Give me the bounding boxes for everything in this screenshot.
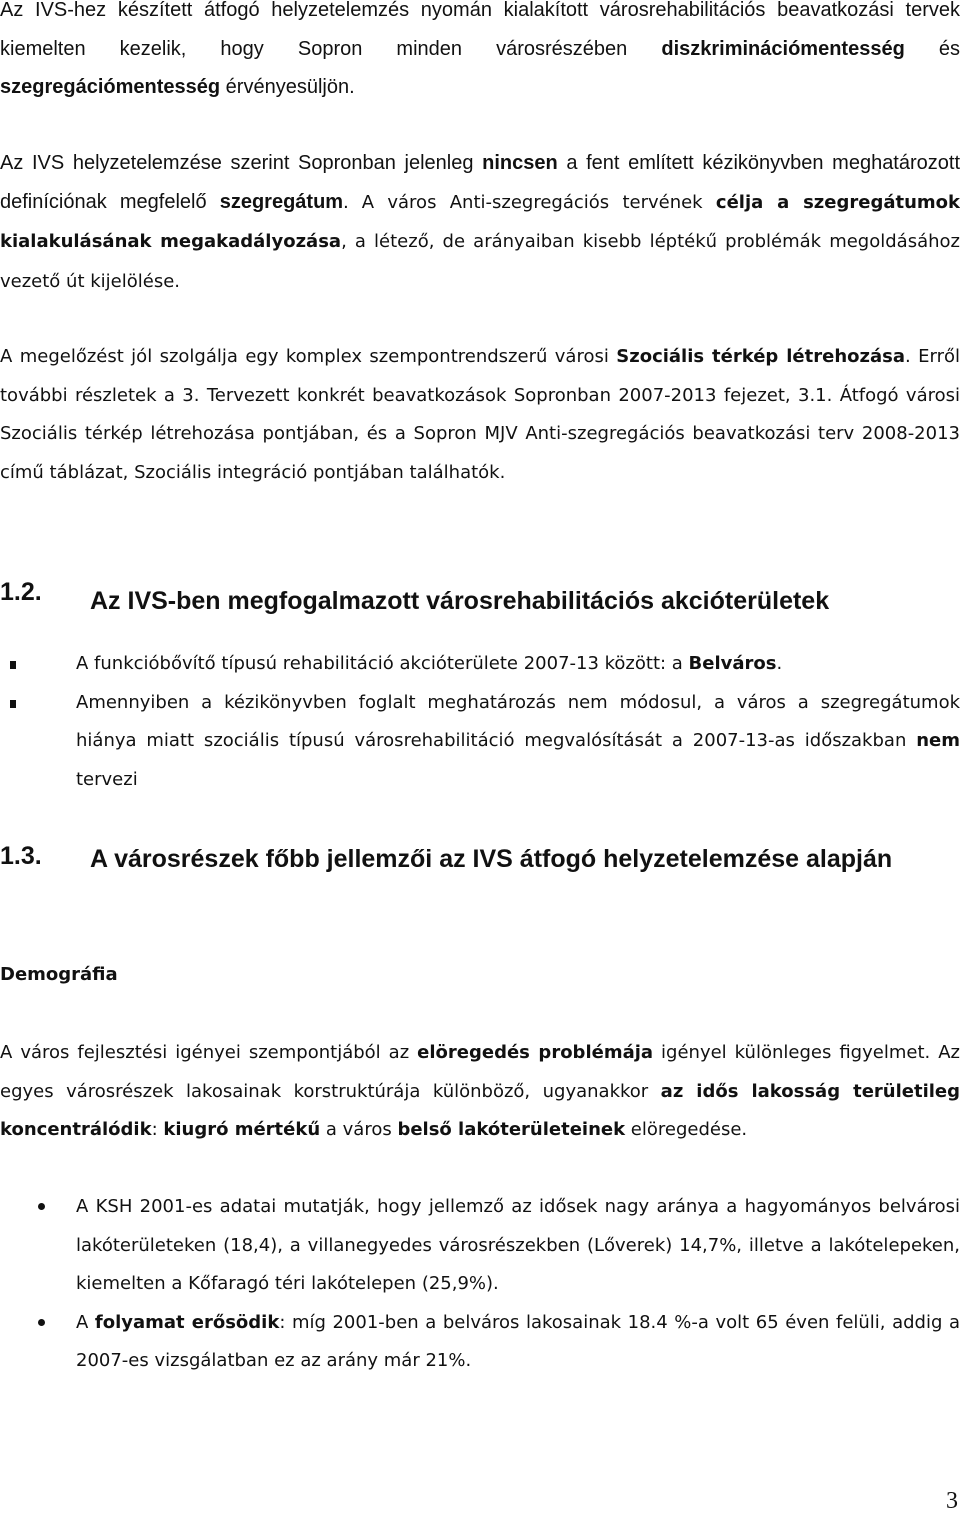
section-title: A városrészek főbb jellemzői az IVS átfogó helyzetelemzése alapján xyxy=(90,845,893,873)
action-area-list xyxy=(0,645,960,799)
anti-segregation-text: A város Anti-szegregációs tervének célja a szegregátumok kialakulásának megakadályozása, a létező, de arányaiban kisebb léptékű problémák megoldásához vezető út kijelölése. xyxy=(0,191,960,292)
section-heading-1-3 xyxy=(0,842,960,934)
list-item: A funkcióbővítő típusú rehabilitáció akcióterülete 2007-13 között: a Belváros. xyxy=(0,645,960,684)
list-item: Amennyiben a kézikönyvben foglalt meghatározás nem módosul, a város a szegregátumok hiánya miatt szociális típusú városrehabilitáció megvalósítását a 2007-13-as időszakban nem tervezi xyxy=(0,684,960,800)
demography-list xyxy=(0,1188,960,1381)
subheading-demografia: Demográfia xyxy=(0,964,118,985)
section-title: Az IVS-ben megfogalmazott városrehabilitációs akcióterületek xyxy=(90,587,830,615)
page-number: 3 xyxy=(946,1488,958,1514)
bullet-dot-icon xyxy=(38,1203,45,1210)
list-item: A KSH 2001-es adatai mutatják, hogy jellemző az idősek nagy aránya a hagyományos belvárosi lakóterületeken (18,4), a villanegyedes városrészekben (Lőverek) 14,7%, illetve a lakótelepeken, kiemelten a Kőfaragó téri lakótelepen (25,9%). xyxy=(0,1188,960,1304)
list-item: A folyamat erősödik: míg 2001-ben a belváros lakosainak 18.4 %-a volt 65 éven felüli, addig a 2007-es vizsgálatban ez az arány már 21%. xyxy=(0,1304,960,1381)
demography-paragraph: A város fejlesztési igényei szempontjából az elöregedés problémája igényel különleges figyelmet. Az egyes városrészek lakosainak korstruktúrája különböző, ugyanakkor az idős lakosság területileg koncentrálódik: kiugró mértékű a város belső lakóterületeinek elöregedése. xyxy=(0,1042,960,1141)
section-number: 1.2. xyxy=(0,578,42,606)
square-bullet-icon xyxy=(10,700,16,708)
section-number: 1.3. xyxy=(0,842,42,870)
intro-paragraph: Az IVS-hez készített átfogó helyzetelemzés nyomán kialakított városrehabilitációs beavatkozási tervek kiemelten kezelik, hogy Sopron minden városrészében diszkriminációmentesség és szegregációmentesség érvényesüljön. xyxy=(0,0,960,99)
prevention-paragraph: A megelőzést jól szolgálja egy komplex szempontrendszerű városi Szociális térkép létrehozása. Erről további részletek a 3. Tervezett konkrét beavatkozások Sopronban 2007-2013 fejezet, 3.1. Átfogó városi Szociális térkép létrehozása pontjában, és a Sopron MJV Anti-szegregációs beavatkozási terv 2008-2013 című táblázat, Szociális integráció pontjában találhatók. xyxy=(0,346,960,483)
square-bullet-icon xyxy=(10,661,16,669)
section-heading-1-2 xyxy=(0,578,960,618)
bullet-dot-icon xyxy=(38,1319,45,1326)
segregation-paragraph: Az IVS helyzetelemzése szerint Sopronban jelenleg nincsen a fent említett kézikönyvben meghatározott definíciónak megfelelő szegregátum. A város Anti-szegregációs tervének célja a szegregátumok kialakulásának megakadályozása, a létező, de arányaiban kisebb léptékű problémák megoldásához vezető út kijelölése. xyxy=(0,152,960,292)
